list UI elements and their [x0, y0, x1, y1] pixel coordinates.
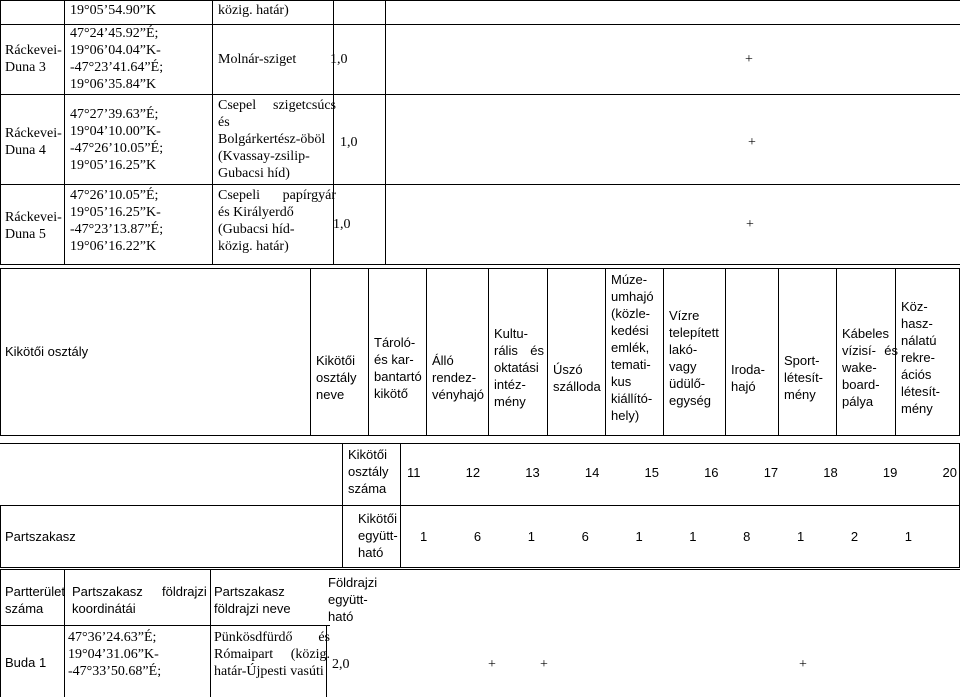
class-number: 17: [763, 465, 779, 480]
category-cable-ski: Kábeles vízisí- és wake- board- pálya: [842, 326, 898, 409]
class-number: 20: [942, 465, 957, 480]
location-cell: Molnár-sziget: [218, 52, 297, 67]
class-number: 16: [704, 465, 719, 480]
class-number: 12: [465, 465, 481, 480]
category-storage-harbour: Tároló- és kar- bantartó kikötő: [374, 335, 422, 401]
coord-cell: 47°24’45.92”É; 19°06’04.04”K- -47°23’41.64”É; 19°06’35.84”K: [70, 26, 164, 92]
category-sport-facility: Sport- létesít- mény: [784, 353, 824, 402]
plus-mark: +: [746, 217, 754, 232]
area-number-header: Partterület száma: [5, 584, 65, 616]
index-value: 1,0: [340, 135, 358, 150]
section-coordinates: 47°36’24.63”É; 19°04’31.06”K- -47°33’50.68”É;: [68, 630, 162, 679]
section-name: Ráckevei- Duna 3: [5, 43, 62, 75]
section-name: Ráckevei- Duna 4: [5, 126, 62, 158]
plus-mark: +: [540, 657, 548, 672]
coord-cell: 19°05’54.90”K: [70, 3, 157, 18]
class-number: 14: [584, 465, 600, 480]
geo-name-header: Partszakasz földrajzi neve: [214, 584, 291, 616]
geo-word: földrajzi: [162, 584, 207, 599]
class-number: 13: [525, 465, 540, 480]
plus-mark: +: [745, 52, 753, 67]
category-public-recreation: Köz- hasz- nálatú rekre- ációs létesít- mény: [901, 299, 941, 416]
coefficient: 1: [527, 529, 535, 544]
class-number-row: [407, 464, 957, 481]
partszakasz-label: Partszakasz: [5, 529, 76, 544]
category-event-ship: Álló rendez- vényhajó: [432, 353, 485, 402]
coefficient: 6: [473, 529, 482, 544]
coord-cell: 47°26’10.05”É; 19°05’16.25”K- -47°23’13.87”É; 19°06’16.22”K: [70, 188, 164, 254]
coefficient: 1: [689, 529, 697, 544]
coefficient-row: [420, 528, 912, 545]
geo-coef-header: Földrajzi együtt- ható: [328, 575, 378, 624]
coefficient: 1: [635, 529, 643, 544]
coordinates-header: Partszakasz koordinátái: [72, 584, 143, 616]
coefficient: 1: [797, 529, 805, 544]
plus-mark: +: [488, 657, 496, 672]
location-cell: Csepeli papírgyár és Királyerdő (Gubacsi híd- közig. határ): [218, 188, 336, 254]
coefficient: 1: [420, 529, 428, 544]
coefficient: 8: [743, 529, 751, 544]
coord-cell: 47°27’39.63”É; 19°04’10.00”K- -47°26’10.05”É; 19°05’16.25”K: [70, 107, 164, 173]
section-geo-coef: 2,0: [332, 657, 350, 672]
class-name-header: Kikötői osztály neve: [316, 353, 357, 402]
category-cultural-institution: Kultu- rális és oktatási intéz- mény: [494, 326, 544, 409]
class-number: 11: [407, 465, 421, 480]
location-cell: Csepel szigetcsúcs és Bolgárkertész-öböl (Kvassay-zsilip- Gubacsi híd): [218, 98, 336, 181]
category-residential-unit: Vízre telepített lakó- vagy üdülő- egység: [669, 308, 719, 408]
location-cell: közig. határ): [218, 3, 289, 18]
coefficient-header: Kikötői együtt- ható: [358, 511, 398, 560]
coefficient: 6: [581, 529, 589, 544]
class-row-title: Kikötői osztály: [5, 344, 89, 359]
plus-mark: +: [799, 657, 807, 672]
index-value: 1,0: [330, 52, 348, 67]
index-value: 1,0: [333, 217, 351, 232]
class-number: 18: [823, 465, 838, 480]
section-name: Ráckevei- Duna 5: [5, 210, 62, 242]
coefficient: 1: [904, 529, 912, 544]
class-number-header: Kikötői osztály száma: [348, 447, 389, 496]
class-number: 19: [882, 465, 898, 480]
category-floating-hotel: Úszó szálloda: [553, 362, 601, 394]
category-museum-ship: Múze- umhajó (közle- kedési emlék, temati- kus kiállító- hely): [611, 272, 654, 423]
section-geo-name: Pünkösdfürdő és Rómaipart (közig. határ-Újpesti vasúti: [214, 630, 330, 679]
class-number: 15: [644, 465, 659, 480]
area-number: Buda 1: [5, 655, 47, 670]
plus-mark: +: [748, 135, 756, 150]
coefficient: 2: [850, 529, 859, 544]
category-office-ship: Iroda- hajó: [731, 362, 765, 394]
